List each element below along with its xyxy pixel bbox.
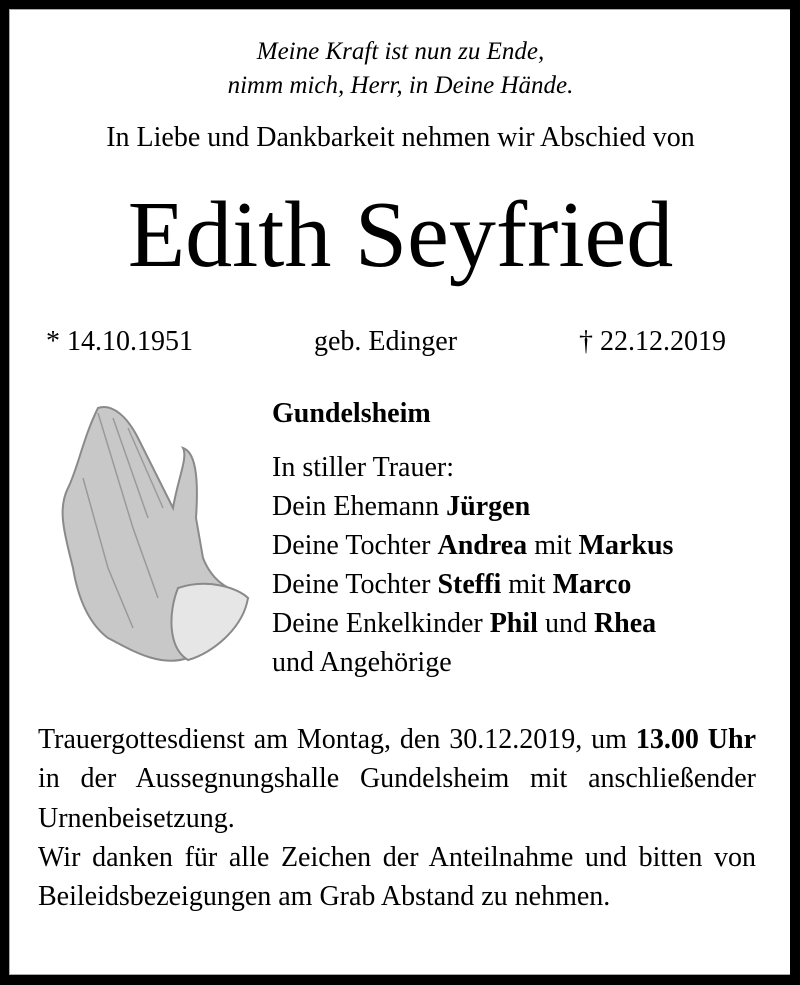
thanks-text: Wir danken für alle Zeichen der Anteilnahme und bitten von Beileidsbezeigungen am Grab Abstand zu nehmen. (38, 841, 756, 913)
mourner-grandchildren: Deine Enkelkinder Phil und Rhea (272, 608, 657, 639)
place-name: Gundelsheim (272, 398, 431, 429)
mourner-husband: Dein Ehemann Jürgen (272, 491, 531, 522)
praying-hands-icon (38, 398, 258, 678)
mourner-daughter-2: Deine Tochter Steffi mit Marco (272, 569, 632, 600)
mourners-block (272, 394, 673, 682)
mourning-heading: In stiller Trauer: (272, 452, 454, 483)
obituary-notice (9, 9, 790, 975)
maiden-name: geb. Edinger (314, 326, 458, 357)
service-details: Trauergottesdienst am Montag, den 30.12.2019, um 13.00 Uhr in der Aussegnungshalle Gundelsheim mit anschließender Urnenbeisetzung. (38, 724, 757, 834)
quote-line-1: Meine Kraft ist nun zu Ende, (256, 38, 545, 65)
death-date: † 22.12.2019 (579, 326, 726, 357)
service-info (38, 720, 756, 916)
mourner-relatives: und Angehörige (272, 647, 452, 678)
quote-line-2: nimm mich, Herr, in Deine Hände. (227, 72, 574, 99)
mourner-daughter-1: Deine Tochter Andrea mit Markus (272, 530, 674, 561)
birth-date: * 14.10.1951 (46, 326, 193, 357)
deceased-name: Edith Seyfried (127, 183, 674, 287)
intro-text: In Liebe und Dankbarkeit nehmen wir Abschied von (106, 122, 695, 153)
